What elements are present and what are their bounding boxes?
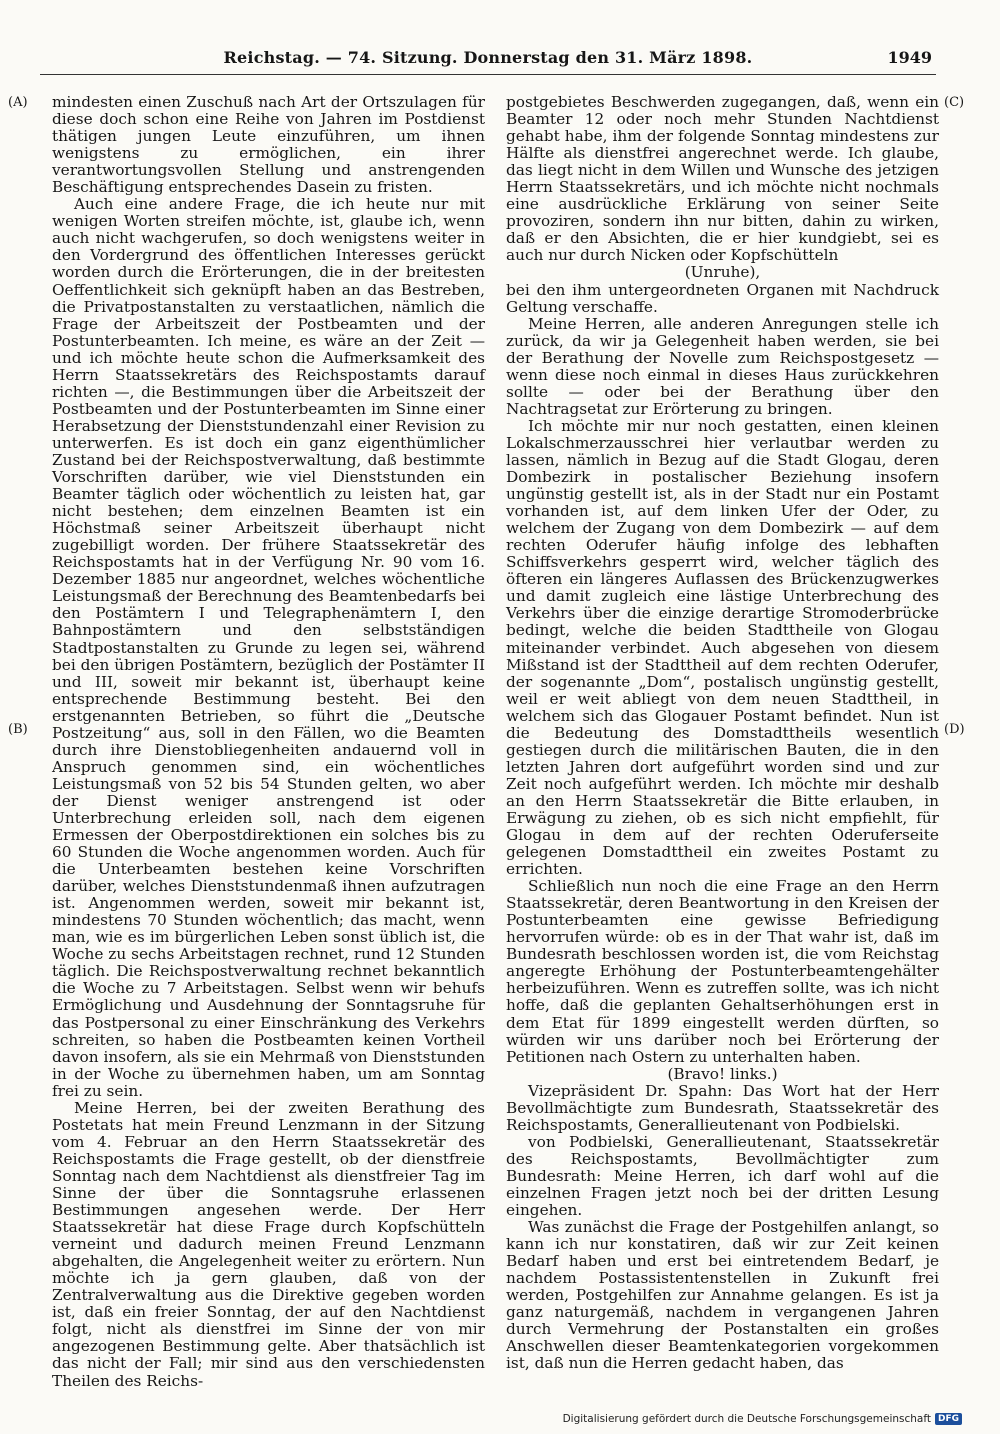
running-header xyxy=(40,44,936,75)
dfg-logo: DFG xyxy=(935,1413,962,1425)
paragraph: Was zunächst die Frage der Postgehilfen anlangt, so kann ich nur konstatiren, daß wir zur Zeit keinen Bedarf haben und erst bei eintretendem Bedarf, je nachdem Postassistentenstellen in Zukunft frei werden, Postgehilfen zur Annahme gelangen. Es ist ja ganz naturgemäß, nachdem in vergangenen Jahren durch Vermehrung der Postanstalten ein großes Anschwellen dieser Beamtenkategorien vorgekommen ist, daß nun die Herren gedacht haben, das xyxy=(506,1218,939,1373)
paragraph: Auch eine andere Frage, die ich heute nur mit wenigen Worten streifen möchte, ist, glaube ich, wenn auch nicht wachgerufen, so doch wenigstens weiter in den Vordergrund des öffentlichen Interesses gerückt worden durch die Erörterungen, die in der breitesten Oeffentlichkeit sich geknüpft haben an das Bestreben, die Privatpostanstalten zu verstaatlichen, nämlich die Frage der Arbeitszeit der Postbeamten und der Postunterbeamten. Ich meine, es wäre an der Zeit — und ich möchte heute schon die Aufmerksamkeit des Herrn Staatssekretärs des Reichspostamts darauf richten —, die Bestimmungen über die Arbeitszeit der Postbeamten und der Postunterbeamten im Sinne einer Herabsetzung der Dienststundenzahl einer Revision zu unterwerfen. Es ist doch ein ganz eigenthümlicher Zustand bei der Reichspostverwaltung, daß bestimmte Vorschriften darüber, wie viel Dienststunden ein Beamter täglich oder wöchentlich zu leisten hat, gar nicht bestehen; dem einzelnen Beamten ist ein Höchstmaß seiner Arbeitszeit überhaupt nicht zugebilligt worden. Der frühere Staatssekretär des Reichspostamts hat in der Verfügung Nr. 90 vom 16. Dezember 1885 nur angeordnet, welches wöchentliche Leistungsmaß der Berechnung des Beamtenbedarfs bei den Postämtern I und Telegraphenämtern I, den Bahnpostämtern und den selbstständigen Stadtpostanstalten zu Grunde zu legen sei, während bei den übrigen Postämtern, bezüglich der Postämter II und III, soweit mir bekannt ist, überhaupt keine entsprechende Bestimmung besteht. Bei den erstgenannten Betrieben, so führt die „Deutsche Postzeitung“ aus, soll in den Fällen, wo die Beamten durch ihre Dienstobliegenheiten andauernd voll in Anspruch genommen sind, ein wöchentliches Leistungsmaß von 52 bis 54 Stunden gelten, wo aber der Dienst weniger anstrengend ist oder Unterbrechung erleiden soll, nach dem eigenen Ermessen der Oberpostdirektionen ein solches bis zu 60 Stunden die Woche angenommen worden. Auch für die Unterbeamten bestehen keine Vorschriften darüber, welches Dienststundenmaß ihnen aufzutragen ist. Angenommen werden, soweit mir bekannt ist, mindestens 70 Stunden wöchentlich; das macht, wenn man, wie es im bürgerlichen Leben sonst üblich ist, die Woche zu sechs Arbeitstagen rechnet, rund 12 Stunden täglich. Die Reichspostverwaltung rechnet bekanntlich die Woche zu 7 Arbeitstagen. Selbst wenn wir behufs Ermöglichung und Ausdehnung der Sonntagsruhe für das Postpersonal zu einer Einschränkung des Verkehrs schreiten, so haben die Postbeamten keinen Vortheil davon insofern, als sie ein Mehrmaß von Dienststunden in der Woche zu übernehmen haben, um am Sonntag frei zu sein. xyxy=(52,195,485,1100)
margin-mark-c: (C) xyxy=(944,95,965,110)
speaker-paragraph: Vizepräsident Dr. Spahn: Das Wort hat der Herr Bevollmächtigte zum Bundesrath, Staatssekretär des Reichspostamts, Generallieutenant von Podbielski. xyxy=(506,1081,939,1134)
margin-mark-d: (D) xyxy=(944,722,965,737)
margin-mark-a: (A) xyxy=(8,95,28,110)
speaker-paragraph: von Podbielski, Generallieutenant, Staatssekretär des Reichspostamts, Bevollmächtigter zum Bundesrath: Meine Herren, ich darf wohl auf die einzelnen Fragen jetzt noch bei der dritten Lesung eingehen. xyxy=(506,1132,939,1220)
paragraph: mindesten einen Zuschuß nach Art der Ortszulagen für diese doch schon eine Reihe von Jahren im Postdienst thätigen jungen Leute einzuführen, um ihnen wenigstens zu ermöglichen, ein ihrer verantwortungsvollen Stellung und anstrengenden Beschäftigung entsprechendes Dasein zu fristen. xyxy=(52,93,485,197)
paragraph: Meine Herren, alle anderen Anregungen stelle ich zurück, da wir ja Gelegenheit haben werden, sie bei der Berathung der Novelle zum Reichspostgesetz — wenn diese noch einmal in dieses Haus zurückkehren sollte — oder bei der Berathung über den Nachtragsetat zur Erörterung zu bringen. xyxy=(506,314,939,418)
paragraph: postgebietes Beschwerden zugegangen, daß, wenn ein Beamter 12 oder noch mehr Stunden Nachtdienst gehabt habe, ihm der folgende Sonntag mindestens zur Hälfte als dienstfrei angerechnet werde. Ich glaube, das liegt nicht in dem Willen und Wunsche des jetzigen Herrn Staatssekretärs, und ich möchte nicht nochmals eine ausdrückliche Erklärung von seiner Seite provoziren, sondern ihn nur bitten, dahin zu wirken, daß er den Absichten, die er hier kundgiebt, sei es auch nur durch Nicken oder Kopfschütteln xyxy=(506,93,939,265)
interjection: (Unruhe), xyxy=(684,263,761,282)
paragraph: Meine Herren, bei der zweiten Berathung des Postetats hat mein Freund Lenzmann in der Sitzung vom 4. Februar an den Herrn Staatssekretär des Reichspostamts die Frage gestellt, ob der dienstfreie Sonntag nach dem Nachtdienst als dienstfreier Tag im Sinne der über die Sonntagsruhe erlassenen Bestimmungen angesehen werde. Der Herr Staatssekretär hat diese Frage durch Kopfschütteln verneint und dadurch meinen Freund Lenzmann abgehalten, die Angelegenheit weiter zu erörtern. Nun möchte ich ja gern glauben, daß von der Zentralverwaltung aus die Direktive gegeben worden ist, daß ein freier Sonntag, der auf den Nachtdienst folgt, nicht als dienstfrei im Sinne der von mir angezogenen Bestimmung gelte. Aber thatsächlich ist das nicht der Fall; mir sind aus den verschiedensten Theilen des Reichs- xyxy=(52,1098,485,1390)
paragraph: Ich möchte mir nur noch gestatten, einen kleinen Lokalschmerzausschrei hier verlautbar werden zu lassen, nämlich in Bezug auf die Stadt Glogau, deren Dombezirk in postalischer Beziehung insofern ungünstig gestellt ist, als in der Stadt nur ein Postamt vorhanden ist, auf dem linken Ufer der Oder, zu welchem der Zugang von dem Dombezirk — auf dem rechten Oderufer häufig infolge des lebhaften Schiffsverkehrs gesperrt wird, welcher täglich des öfteren ein längeres Auflassen des Brückenzugwerkes und damit zugleich eine lästige Unterbrechung des Verkehrs über die einzige derartige Stromoderbrücke bedingt, welche die beiden Stadttheile von Glogau miteinander verbindet. Auch abgesehen von diesem Mißstand ist der Stadttheil auf dem rechten Oderufer, der sogenannte „Dom“, postalisch ungünstig gestellt, weil er weit abliegt von dem neuen Stadttheil, in welchem sich das Glogauer Postamt befindet. Nun ist die Bedeutung des Domstadttheils wesentlich gestiegen durch die militärischen Bauten, die in den letzten Jahren dort aufgeführt worden sind und zur Zeit noch aufgeführt werden. Ich möchte mir deshalb an den Herrn Staatssekretär die Bitte erlauben, in Erwägung zu ziehen, ob es sich nicht empfiehlt, für Glogau in dem auf der rechten Oderuferseite gelegenen Domstadttheil ein zweites Postamt zu errichten. xyxy=(506,416,939,879)
margin-mark-b: (B) xyxy=(8,722,28,737)
right-column xyxy=(506,93,939,1373)
paragraph: bei den ihm untergeordneten Organen mit Nachdruck Geltung verschaffe. xyxy=(506,280,939,316)
footer-credit xyxy=(563,1410,962,1428)
left-column xyxy=(52,93,485,1390)
header-title: Reichstag. — 74. Sitzung. Donnerstag den 31. März 1898. xyxy=(223,48,753,67)
page-number: 1949 xyxy=(887,48,932,67)
interjection: (Bravo! links.) xyxy=(667,1064,778,1083)
paragraph: Schließlich nun noch die eine Frage an den Herrn Staatssekretär, deren Beantwortung in den Kreisen der Postunterbeamten eine gewisse Befriedigung hervorrufen würde: ob es in der That wahr ist, daß im Bundesrath beschlossen worden ist, die vom Reichstag angeregte Erhöhung der Postunterbeamtengehälter herbeizuführen. Wenn es zutreffen sollte, was ich nicht hoffe, daß die geplanten Gehaltserhöhungen erst in dem Etat für 1899 eingestellt werden dürften, so würden wir uns darüber noch bei Erörterung der Petitionen nach Ostern zu unterhalten haben. xyxy=(506,877,939,1066)
footer-credit-text: Digitalisierung gefördert durch die Deutsche Forschungsgemeinschaft xyxy=(562,1413,931,1425)
